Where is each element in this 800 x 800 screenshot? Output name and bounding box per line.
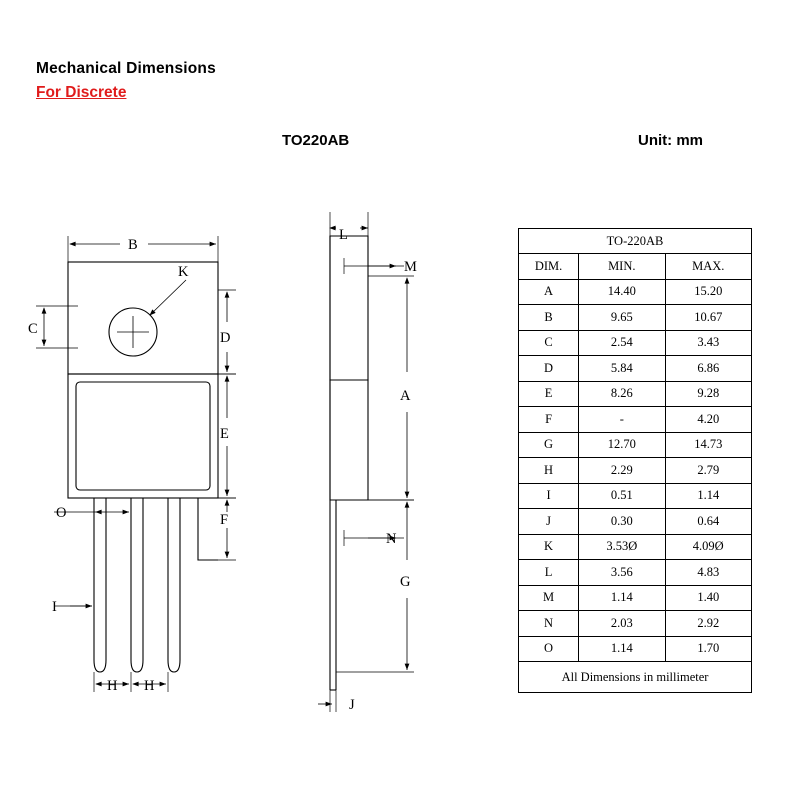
cell-min: 3.53Ø (579, 534, 665, 560)
page-title: Mechanical Dimensions (36, 60, 216, 77)
table-row (519, 585, 752, 611)
dim-label-C: C (28, 321, 38, 337)
table-row (519, 432, 752, 458)
cell-dim: N (519, 611, 579, 637)
cell-max: 4.20 (665, 407, 752, 433)
dim-label-H2: H (144, 678, 155, 694)
cell-dim: D (519, 356, 579, 382)
cell-max: 10.67 (665, 305, 752, 331)
cell-dim: L (519, 560, 579, 586)
cell-min: 9.65 (579, 305, 665, 331)
cell-dim: J (519, 509, 579, 535)
cell-max: 1.40 (665, 585, 752, 611)
cell-max: 2.92 (665, 611, 752, 637)
table-row (519, 636, 752, 662)
cell-max: 14.73 (665, 432, 752, 458)
table-row (519, 560, 752, 586)
cell-min: 1.14 (579, 636, 665, 662)
column-header-min: MIN. (579, 254, 665, 280)
cell-dim: C (519, 330, 579, 356)
table-row (519, 279, 752, 305)
table-footer-row (519, 662, 752, 693)
page-subtitle: For Discrete (36, 84, 127, 101)
table-row (519, 611, 752, 637)
cell-min: 12.70 (579, 432, 665, 458)
cell-max: 15.20 (665, 279, 752, 305)
cell-dim: F (519, 407, 579, 433)
table-header-row (519, 254, 752, 280)
dim-label-N: N (386, 531, 397, 547)
cell-min: 5.84 (579, 356, 665, 382)
cell-max: 2.79 (665, 458, 752, 484)
cell-max: 4.83 (665, 560, 752, 586)
column-header-max: MAX. (665, 254, 752, 280)
dim-label-M: M (404, 259, 417, 275)
cell-min: 8.26 (579, 381, 665, 407)
cell-dim: G (519, 432, 579, 458)
dim-label-L: L (339, 227, 348, 243)
cell-dim: O (519, 636, 579, 662)
cell-dim: I (519, 483, 579, 509)
cell-min: 0.30 (579, 509, 665, 535)
dim-label-A: A (400, 388, 411, 404)
cell-max: 3.43 (665, 330, 752, 356)
dim-label-I: I (52, 599, 57, 615)
cell-max: 4.09Ø (665, 534, 752, 560)
cell-dim: B (519, 305, 579, 331)
cell-max: 0.64 (665, 509, 752, 535)
dim-label-J: J (349, 697, 355, 713)
table-row (519, 458, 752, 484)
dim-label-B: B (128, 237, 138, 253)
table-row (519, 509, 752, 535)
dim-label-H1: H (107, 678, 118, 694)
table-footer-note: All Dimensions in millimeter (519, 662, 752, 693)
table-row (519, 305, 752, 331)
cell-max: 1.70 (665, 636, 752, 662)
table-title: TO-220AB (519, 229, 752, 254)
cell-dim: A (519, 279, 579, 305)
table-row (519, 483, 752, 509)
dim-label-O: O (56, 505, 67, 521)
unit-label: Unit: mm (638, 132, 703, 149)
dim-label-F: F (220, 512, 229, 528)
cell-dim: E (519, 381, 579, 407)
cell-min: 14.40 (579, 279, 665, 305)
cell-dim: M (519, 585, 579, 611)
cell-max: 6.86 (665, 356, 752, 382)
dim-label-D: D (220, 330, 231, 346)
cell-min: 0.51 (579, 483, 665, 509)
cell-dim: K (519, 534, 579, 560)
dim-label-G: G (400, 574, 411, 590)
cell-min: 2.03 (579, 611, 665, 637)
package-name-label: TO220AB (282, 132, 350, 149)
table-row (519, 407, 752, 433)
cell-min: 2.29 (579, 458, 665, 484)
cell-min: 3.56 (579, 560, 665, 586)
table-row (519, 356, 752, 382)
table-row (519, 330, 752, 356)
cell-max: 1.14 (665, 483, 752, 509)
dim-label-K: K (178, 264, 189, 280)
cell-min: 2.54 (579, 330, 665, 356)
table-title-row (519, 229, 752, 254)
table-row (519, 381, 752, 407)
column-header-dim: DIM. (519, 254, 579, 280)
dimension-table (518, 228, 752, 693)
cell-min: 1.14 (579, 585, 665, 611)
cell-dim: H (519, 458, 579, 484)
cell-max: 9.28 (665, 381, 752, 407)
cell-min: - (579, 407, 665, 433)
dim-label-E: E (220, 426, 229, 442)
table-row (519, 534, 752, 560)
